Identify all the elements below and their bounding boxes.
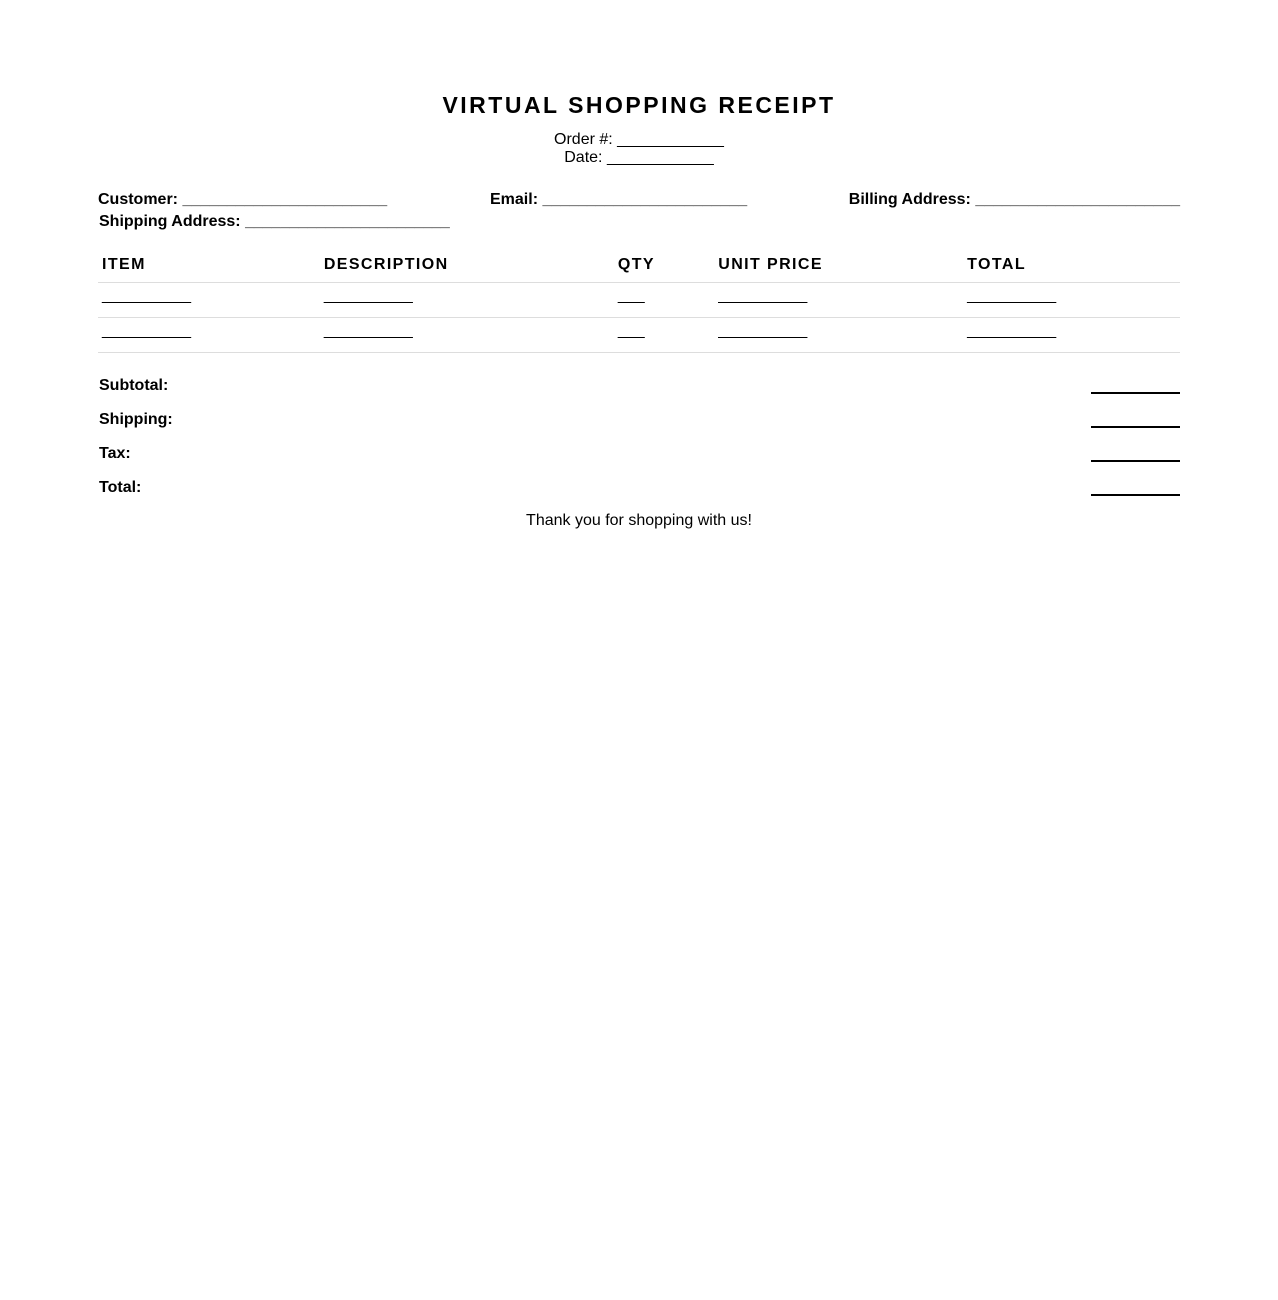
description-field[interactable]: __________ xyxy=(323,322,413,339)
order-number-label: Order #: xyxy=(554,131,613,148)
qty-field[interactable]: ___ xyxy=(617,322,645,339)
tax-field[interactable] xyxy=(1091,460,1180,462)
order-number-field[interactable]: ____________ xyxy=(617,131,724,148)
line-total-field[interactable]: __________ xyxy=(967,322,1057,339)
date-field[interactable]: ____________ xyxy=(606,149,714,166)
table-row xyxy=(98,318,1180,353)
customer-field[interactable]: _______________________ xyxy=(182,191,388,208)
total-label: Total: xyxy=(99,479,142,496)
column-header-qty: QTY xyxy=(614,248,714,283)
shipping-address-field-group xyxy=(99,212,450,232)
email-field-group xyxy=(490,190,747,210)
column-header-unit-price: UNIT PRICE xyxy=(714,248,963,283)
subtotal-field[interactable] xyxy=(1091,392,1180,394)
billing-address-label: Billing Address: xyxy=(848,191,971,208)
customer-label: Customer: xyxy=(98,191,179,208)
subtotal-row xyxy=(99,373,1180,407)
item-field[interactable]: __________ xyxy=(102,287,191,304)
tax-label: Tax: xyxy=(99,445,131,462)
subtotal-label: Subtotal: xyxy=(99,377,169,394)
table-header-row xyxy=(98,248,1180,283)
totals-section xyxy=(99,373,1180,509)
items-table xyxy=(98,248,1180,353)
shipping-address-label: Shipping Address: xyxy=(99,213,241,230)
date-label: Date: xyxy=(564,149,603,166)
shipping-cost-field[interactable] xyxy=(1091,426,1180,428)
billing-address-field-group xyxy=(849,190,1180,210)
table-row xyxy=(98,283,1180,318)
email-label: Email: xyxy=(490,191,539,208)
thank-you-message: Thank you for shopping with us! xyxy=(526,512,752,529)
unit-price-field[interactable]: __________ xyxy=(718,287,808,304)
grand-total-field[interactable] xyxy=(1091,494,1180,496)
qty-field[interactable]: ___ xyxy=(617,287,645,304)
column-header-item: ITEM xyxy=(98,248,320,283)
page-title: VIRTUAL SHOPPING RECEIPT xyxy=(442,92,836,118)
order-meta xyxy=(98,131,1180,167)
customer-field-group xyxy=(98,190,387,210)
shipping-address-field[interactable]: _______________________ xyxy=(245,213,450,230)
unit-price-field[interactable]: __________ xyxy=(718,322,808,339)
column-header-total: TOTAL xyxy=(963,248,1180,283)
shipping-row xyxy=(99,407,1180,441)
total-row xyxy=(99,475,1180,509)
shipping-label: Shipping: xyxy=(99,411,173,428)
email-field[interactable]: _______________________ xyxy=(542,191,748,208)
order-number-line xyxy=(98,131,1180,149)
item-field[interactable]: __________ xyxy=(102,322,191,339)
line-total-field[interactable]: __________ xyxy=(967,287,1057,304)
description-field[interactable]: __________ xyxy=(323,287,413,304)
billing-address-field[interactable]: _______________________ xyxy=(975,191,1180,208)
date-line xyxy=(98,149,1180,167)
tax-row xyxy=(99,441,1180,475)
column-header-description: DESCRIPTION xyxy=(320,248,614,283)
